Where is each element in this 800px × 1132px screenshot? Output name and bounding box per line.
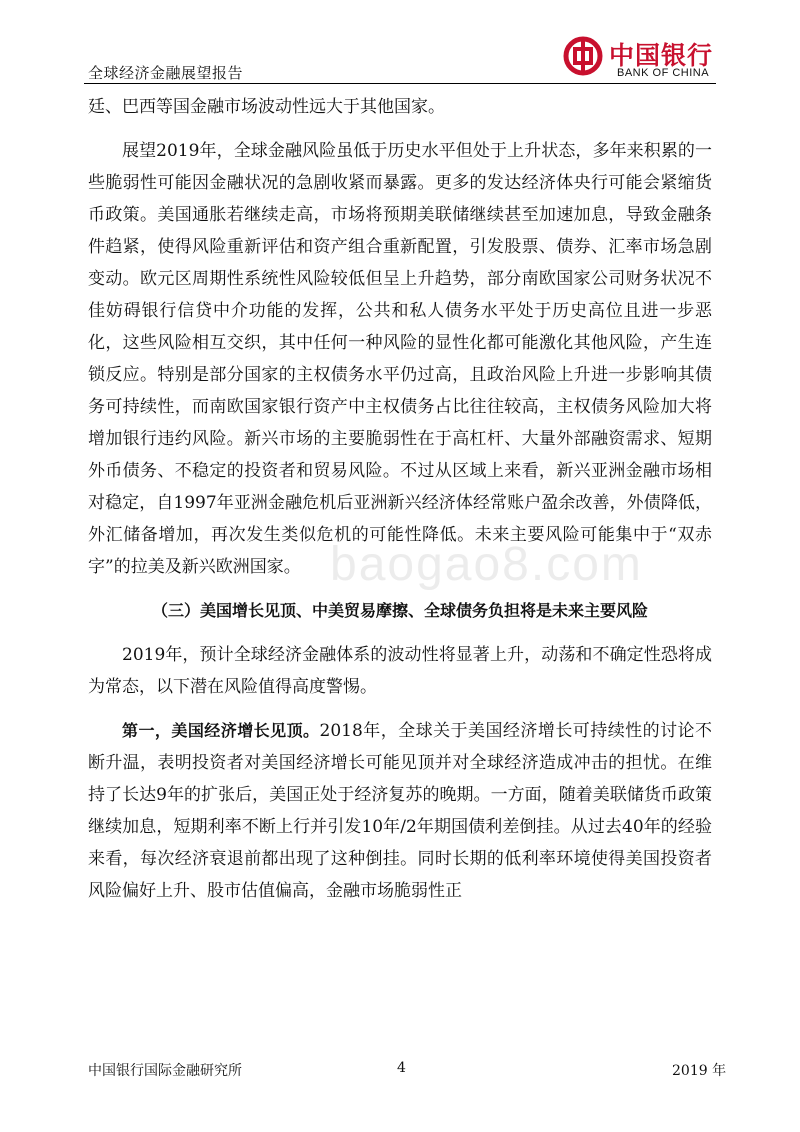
watermark: baogao8.com	[330, 538, 643, 591]
paragraph-outlook-2019: 展望2019年，全球金融风险虽低于历史水平但处于上升状态，多年来积累的一些脆弱性可能因金融状况的急剧收紧而暴露。更多的发达经济体央行可能会紧缩货币政策。美国通胀若继续走高，市场将预期美联储继续甚至加速加息，导致金融条件趋紧，使得风险重新评估和资产组合重新配置，引发股票、债券、汇率市场急剧变动。欧元区周期性系统性风险较低但呈上升趋势，部分南欧国家公司财务状况不佳妨碍银行信贷中介功能的发挥，公共和私人债务水平处于历史高位且进一步恶化，这些风险相互交织，其中任何一种风险的显性化都可能激化其他风险，产生连锁反应。特别是部分国家的主权债务水平仍过高，且政治风险上升进一步影响其债务可持续性，而南欧国家银行资产中主权债务占比往往较高，主权债务风险加大将增加银行违约风险。新兴市场的主要脆弱性在于高杠杆、大量外部融资需求、短期外币债务、不稳定的投资者和贸易风险。不过从区域上来看，新兴亚洲金融市场相对稳定，自1997年亚洲金融危机后亚洲新兴经济体经常账户盈余改善，外债降低，外汇储备增加，再次发生类似危机的可能性降低。未来主要风险可能集中于“双赤字”的拉美及新兴欧洲国家。	[88, 141, 712, 577]
paragraph-us-growth-peak	[88, 715, 712, 907]
paragraph-lead: 第一，美国经济增长见顶。	[122, 721, 320, 740]
paragraph-volatility: 2019年，预计全球经济金融体系的波动性将显著上升，动荡和不确定性恐将成为常态，以下潜在风险值得高度警惕。	[88, 645, 712, 697]
bank-emblem-icon	[563, 36, 603, 76]
footer-institute: 中国银行国际金融研究所	[88, 1063, 242, 1079]
footer-year: 2019 年	[672, 1063, 727, 1079]
section-heading: （三）美国增长见顶、中美贸易摩擦、全球债务负担将是未来主要风险	[151, 601, 648, 620]
logo-chinese-name: 中国银行	[609, 41, 714, 70]
bank-of-china-logo	[563, 34, 733, 82]
paragraph-text: 2018年，全球关于美国经济增长可持续性的讨论不断升温，表明投资者对美国经济增长可能见顶并对全球经济造成冲击的担忧。在维持了长达9年的扩张后，美国正处于经济复苏的晚期。一方面，随着美联储货币政策继续加息，短期利率不断上行并引发10年/2年期国债利差倒挂。从过去40年的经验来看，每次经济衰退前都出现了这种倒挂。同时长期的低利率环境使得美国投资者风险偏好上升、股市估值偏高，金融市场脆弱性正	[88, 721, 712, 901]
logo-english-name: BANK OF CHINA	[617, 67, 710, 79]
paragraph-continuation: 廷、巴西等国金融市场波动性远大于其他国家。	[88, 97, 445, 117]
report-title: 全球经济金融展望报告	[88, 64, 244, 82]
document-body	[88, 91, 712, 907]
footer-page-number: 4	[397, 1060, 406, 1076]
header-divider	[84, 83, 716, 84]
